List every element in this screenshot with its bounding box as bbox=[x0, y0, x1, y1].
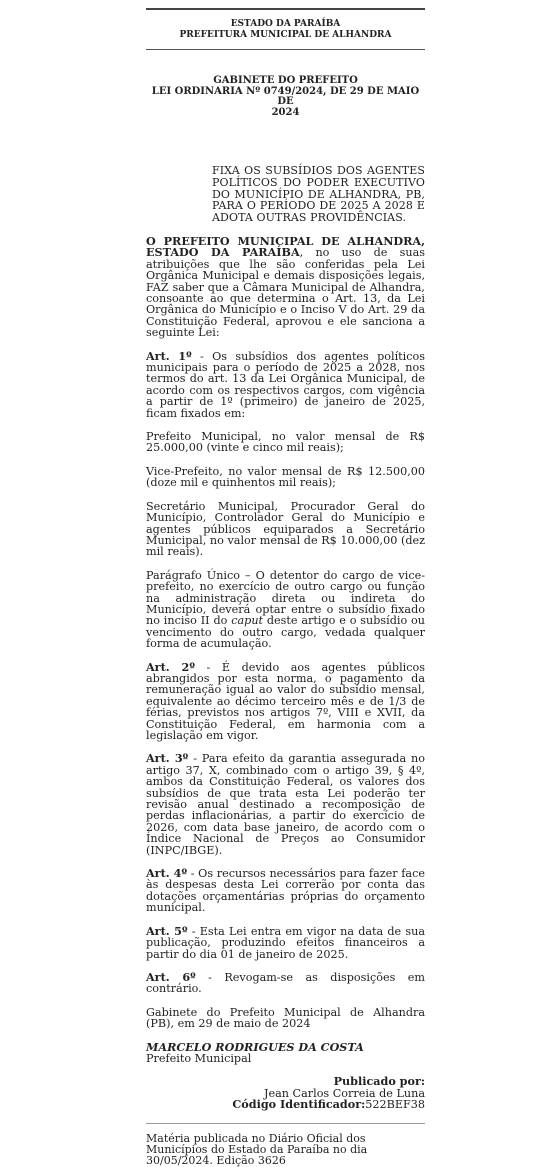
article-6-text: - Revogam-se as disposições em contrário. bbox=[146, 970, 425, 996]
article-2-label: Art. 2º bbox=[146, 659, 195, 674]
prefecture-name: PREFEITURA MUNICIPAL DE ALHANDRA bbox=[179, 30, 392, 40]
law-number: LEI ORDINARIA Nº 0749/2024, DE 29 DE MAIO DE bbox=[151, 85, 420, 107]
publication-block bbox=[146, 1076, 425, 1110]
state-name: ESTADO DA PARAÍBA bbox=[230, 19, 341, 29]
article-1-item-vice-mayor: Vice-Prefeito, no valor mensal de R$ 12.500,00 (doze mil e quinhentos mil reais); bbox=[146, 464, 425, 490]
document-header bbox=[146, 10, 425, 49]
preamble bbox=[146, 233, 426, 340]
law-year: 2024 bbox=[271, 106, 300, 118]
article-4 bbox=[146, 868, 425, 914]
closing-statement: Gabinete do Prefeito Municipal de Alhandra (PB), em 29 de maio de 2024 bbox=[146, 1005, 425, 1031]
identifier-label: Código Identificador: bbox=[232, 1097, 366, 1112]
publisher-name: Jean Carlos Correia de Luna bbox=[264, 1086, 425, 1100]
article-6 bbox=[146, 969, 425, 996]
signatory-role: Prefeito Municipal bbox=[146, 1051, 252, 1065]
header-bottom-rule bbox=[146, 49, 425, 50]
article-4-text: - Os recursos necessários para fazer face às despesas desta Lei correrão por conta das dotações orçamentárias próprias do orçamento municipal. bbox=[146, 867, 425, 915]
article-5-label: Art. 5º bbox=[146, 923, 188, 938]
article-1-item-secretary: Secretário Municipal, Procurador Geral do Município, Controlador Geral do Município e agentes públicos equiparados a Secretário Municipal, no valor mensal de R$ 10.000,00 (dez mil reais). bbox=[146, 499, 425, 559]
law-summary: FIXA OS SUBSÍDIOS DOS AGENTES POLÍTICOS DO PODER EXECUTIVO DO MUNICÍPIO DE ALHANDRA, PB, PARA O PERÍODO DE 2025 A 2028 E ADOTA OUTRAS PROVIDÊNCIAS. bbox=[212, 164, 425, 225]
article-2-text: - É devido aos agentes públicos abrangidos por esta norma, o pagamento da remuneração igual ao valor do subsídio mensal, equivalente ao décimo terceiro mês e de 1/3 de férias, previstos nos artigos 7º, VIII e XVII, da Constituição Federal, em harmonia com a legislação em vigor. bbox=[146, 660, 425, 743]
sole-paragraph-text-a: Parágrafo Único – O detentor do cargo de vice-prefeito, no exercício de outro cargo ou função na administração direta ou indireta do Município, deverá optar entre o subsídio fixado no inciso II do bbox=[146, 568, 425, 628]
office-title: GABINETE DO PREFEITO bbox=[213, 75, 358, 86]
article-3-text: - Para efeito da garantia assegurada no artigo 37, X, combinado com o artigo 39, § 4º, ambos da Constituição Federal, os valores dos subsídios de que trata esta Lei poderão ter revisão anual destinado a recomposição de perdas inflacionárias, a partir do exercício de 2026, com data base janeiro, de acordo com o Índice Nacional de Preços ao Consumidor (INPC/IBGE). bbox=[146, 752, 425, 857]
article-2 bbox=[146, 659, 425, 743]
preamble-bold: O PREFEITO MUNICIPAL DE ALHANDRA, ESTADO DA PARAÍBA bbox=[146, 233, 425, 260]
article-3-label: Art. 3º bbox=[146, 751, 189, 766]
article-5 bbox=[146, 923, 425, 961]
sole-paragraph-text-b: deste artigo e o subsídio ou vencimento do outro cargo, vedada qualquer forma de acumulação. bbox=[146, 614, 425, 651]
article-1-item-mayor: Prefeito Municipal, no valor mensal de R$ 25.000,00 (vinte e cinco mil reais); bbox=[146, 430, 425, 455]
article-1 bbox=[146, 348, 425, 420]
preamble-text: , no uso de suas atribuições que lhe são conferidas pela Lei Orgânica Municipal e demais disposições legais, FAZ saber que a Câmara Municipal de Alhandra, consoante ao que determina o Art. 13, da Lei Orgânica do Município e o Inciso V do Art. 29 da Constituição Federal, aprovou e ele sanciona a seguinte Lei: bbox=[146, 246, 426, 340]
identifier-code: 522BEF38 bbox=[365, 1098, 425, 1112]
article-4-label: Art. 4º bbox=[146, 866, 188, 881]
signatory-name: MARCELO RODRIGUES DA COSTA bbox=[146, 1039, 364, 1054]
publication-footer: Matéria publicada no Diário Oficial dos Municípios do Estado da Paraíba no dia 30/05/2024. Edição 3626 bbox=[146, 1131, 368, 1167]
article-5-text: - Esta Lei entra em vigor na data de sua publicação, produzindo efeitos financeiros a partir do dia 01 de janeiro de 2025. bbox=[146, 924, 425, 961]
footer-rule bbox=[146, 1123, 425, 1124]
identifier-line bbox=[146, 1099, 425, 1110]
law-title bbox=[146, 76, 425, 118]
document-page bbox=[146, 8, 425, 1167]
article-1-sole-paragraph bbox=[146, 570, 425, 650]
published-by-label: Publicado por: bbox=[333, 1074, 425, 1089]
article-3 bbox=[146, 753, 425, 856]
article-1-label: Art. 1º bbox=[146, 348, 192, 363]
sole-paragraph-caput: caput bbox=[231, 614, 264, 628]
article-6-label: Art. 6º bbox=[146, 969, 196, 984]
article-1-text: - Os subsídios dos agentes políticos municipais para o período de 2025 a 2028, nos termos do art. 13 da Lei Orgânica Municipal, de acordo com os respectivos cargos, com vigência a partir de 1º (primeiro) de janeiro de 2025, ficam fixados em: bbox=[146, 349, 425, 420]
